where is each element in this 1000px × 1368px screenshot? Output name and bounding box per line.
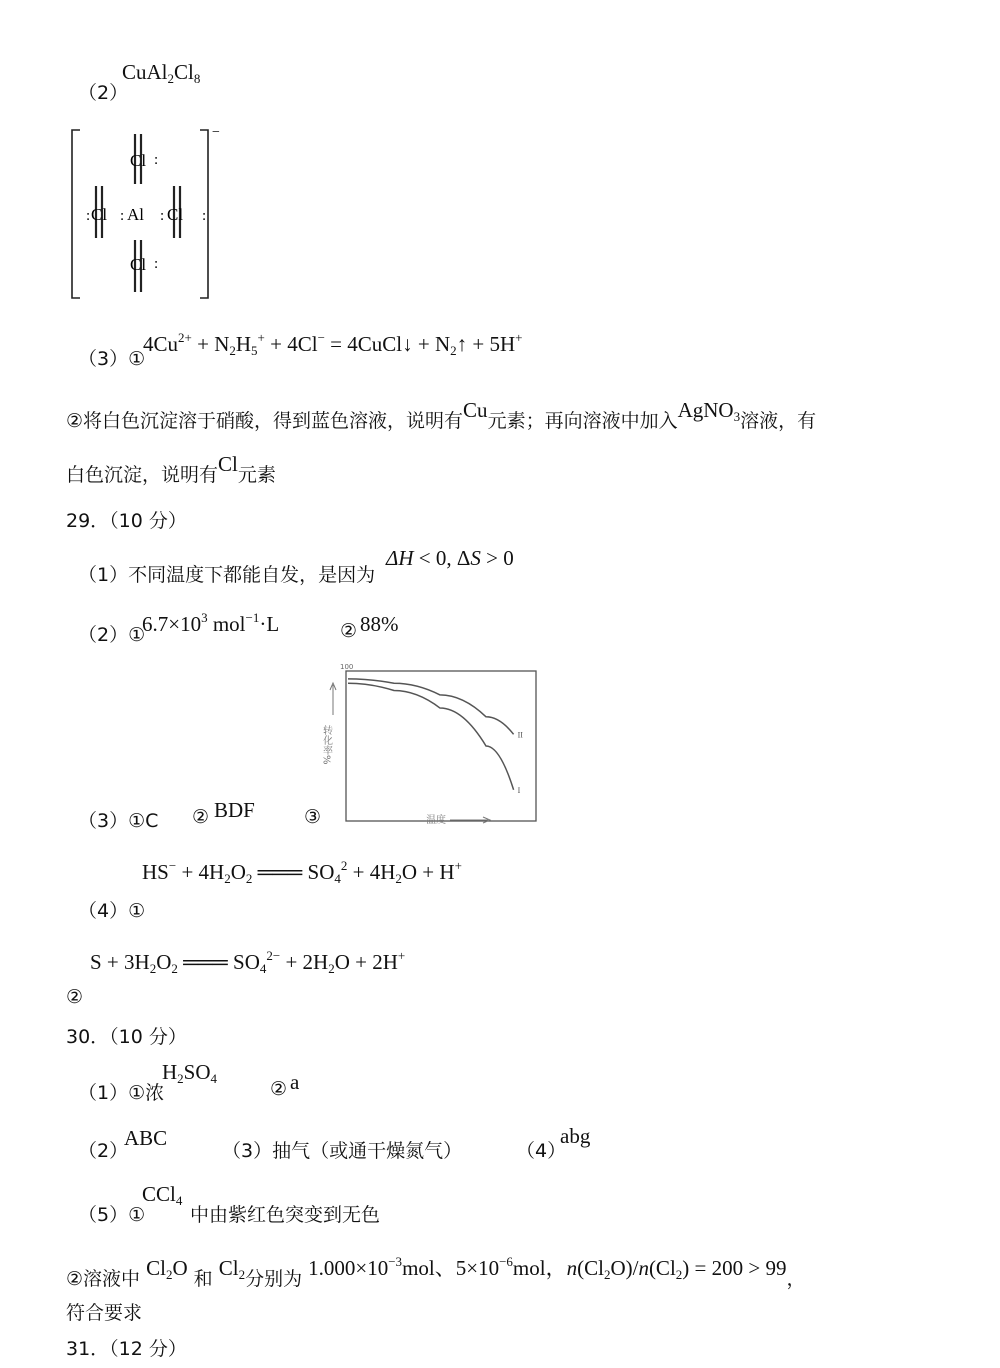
series-label-I: I bbox=[517, 785, 521, 795]
q29-part4-label: （4）① bbox=[78, 900, 146, 922]
q30-heading: 30．（10 分） bbox=[66, 1026, 187, 1048]
element-cu: Cu bbox=[463, 398, 488, 422]
q29-part1-condition: ΔH < 0, ΔS > 0 bbox=[386, 546, 514, 570]
series-line-II bbox=[348, 679, 514, 734]
q30-part5-conclusion: 符合要求 bbox=[66, 1302, 143, 1324]
x-axis-label: 温度 bbox=[426, 815, 446, 826]
q29-part4-second-label: ② bbox=[66, 986, 84, 1008]
q30-part1-second-label: ② bbox=[270, 1078, 288, 1100]
q30-part4-label: （4） bbox=[516, 1140, 567, 1162]
lone-pair-left: : bbox=[86, 208, 91, 224]
q29-part2-label: （2）① bbox=[78, 624, 146, 646]
q29-heading: 29．（10 分） bbox=[66, 510, 187, 532]
q28-part3-explanation: ②将白色沉淀溶于硝酸，得到蓝色溶液，说明有Cu元素；再向溶液中加入AgNO$_3$溶液，有 bbox=[66, 398, 817, 432]
q30-part5-explanation: ②溶液中 $Cl_2O$ 和 $Cl_2$分别为 $1.000\times 10^{-3}mol$、$5\times 10^{-6}mol$，$n(Cl_2O)/n(Cl_2) = 200 > 99$， bbox=[66, 1254, 806, 1290]
q30-part2-label: （2） bbox=[78, 1140, 129, 1162]
plot-frame bbox=[346, 671, 536, 821]
q29-part4-equation-1: $HS^- + 4H_2O_2$ ═══ $SO_4^2 + 4H_2O + H^+$ bbox=[142, 858, 462, 886]
species-cl2o: $Cl_2O$ bbox=[146, 1256, 188, 1282]
conversion-temperature-chart bbox=[300, 655, 560, 830]
q31-heading: 31．（12 分） bbox=[66, 1338, 187, 1360]
cl-bottom-symbol: Cl bbox=[130, 255, 147, 274]
q30-part5-text: 中由紫红色突变到无色 bbox=[190, 1204, 381, 1226]
q28-part2-label: （2） bbox=[78, 82, 129, 104]
q30-part1-second-value: a bbox=[290, 1070, 300, 1094]
q28-part2-formula: $CuAl_2Cl_8$ bbox=[122, 60, 201, 86]
q29-part3-third-label: ③ bbox=[304, 806, 322, 828]
q28-part3-explanation-cont: 白色沉淀，说明有Cl元素 bbox=[66, 452, 276, 486]
q29-part3-second-label: ② bbox=[192, 806, 210, 828]
amount-values: $1.000\times 10^{-3}mol$、$5\times 10^{-6}mol$，$n(Cl_2O)/n(Cl_2) = 200 > 99$ bbox=[308, 1254, 787, 1282]
lone-pair-right: : bbox=[202, 208, 207, 224]
y-axis-label: 转化率% bbox=[320, 725, 332, 765]
q29-part2-value: $6.7\times 10^3$ mol$^{-1}$·L bbox=[142, 610, 280, 636]
q30-part5-reagent: CCl$_4$ bbox=[142, 1182, 183, 1208]
charge-sign: − bbox=[212, 125, 220, 140]
bond-pair-right: : bbox=[160, 208, 165, 224]
lone-pair-bottom: : bbox=[154, 256, 159, 272]
species-cl2: $Cl_2$ bbox=[218, 1256, 246, 1282]
al-symbol: Al bbox=[127, 205, 144, 224]
cl-left-symbol: Cl bbox=[91, 205, 108, 224]
q30-part5-label: （5）① bbox=[78, 1204, 146, 1226]
q29-part3-second-value: BDF bbox=[214, 798, 255, 822]
left-bracket bbox=[72, 130, 80, 298]
reagent-agno3: AgNO$_3$ bbox=[677, 398, 741, 424]
q30-part3-text: （3）抽气（或通干燥氮气） bbox=[222, 1140, 463, 1162]
q30-part2-value: ABC bbox=[124, 1126, 168, 1150]
q29-part2-second-value: 88% bbox=[360, 612, 399, 636]
series-label-II: II bbox=[517, 730, 523, 740]
q30-part4-value: abg bbox=[560, 1124, 591, 1148]
q28-part3-equation: $4Cu^{2+} + N_2H_5^+ + 4Cl^-$ = 4CuCl↓ + $N_2↑ + 5H^+$ bbox=[143, 330, 523, 358]
q30-part1-label: （1）①浓 bbox=[78, 1082, 165, 1104]
element-cl: Cl bbox=[218, 452, 238, 476]
q29-part3-label: （3）①C bbox=[78, 810, 159, 832]
cl-top-symbol: Cl bbox=[130, 151, 147, 170]
series-line-I bbox=[348, 683, 514, 790]
q29-part2-second-label: ② bbox=[340, 620, 358, 642]
cl-right-symbol: Cl bbox=[167, 205, 184, 224]
q29-part1-text: （1）不同温度下都能自发，是因为 bbox=[78, 564, 376, 586]
q30-part1-reagent: $H_2SO_4$ bbox=[162, 1060, 218, 1086]
lone-pair-top: : bbox=[154, 152, 159, 168]
q29-part4-equation-2: $S + 3H_2O_2$ ═══ $SO_4^{2-} + 2H_2O + 2H^+$ bbox=[90, 948, 406, 976]
bond-pair-left: : bbox=[120, 208, 125, 224]
y-top-tick: 100 bbox=[340, 663, 354, 671]
lewis-structure-alcl4 bbox=[66, 124, 226, 304]
q28-part3-label: （3）① bbox=[78, 348, 146, 370]
